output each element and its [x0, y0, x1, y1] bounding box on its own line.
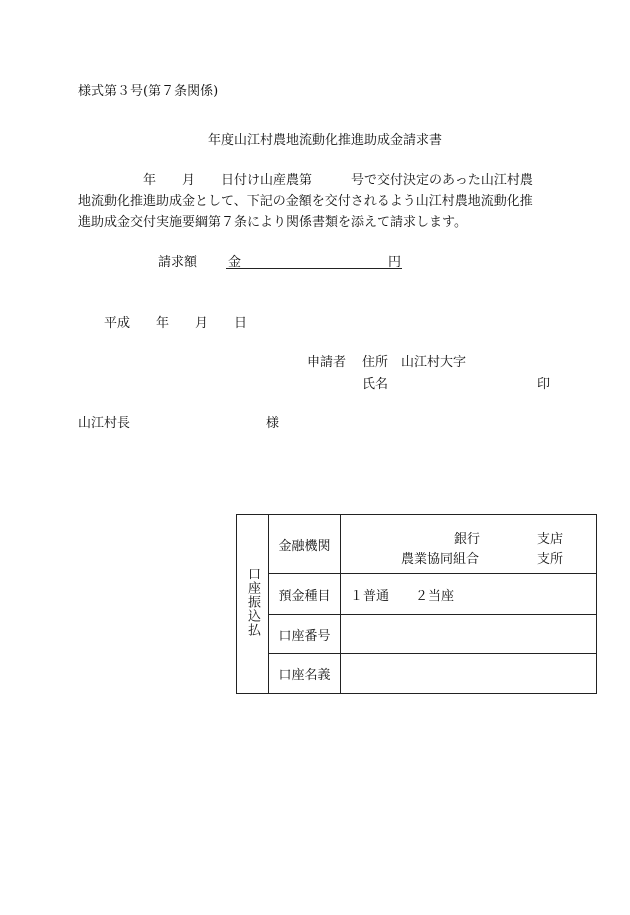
deposit-type-row — [237, 574, 597, 615]
institution-label: 金融機関 — [278, 538, 331, 554]
account-number-label: 口座番号 — [278, 628, 331, 644]
deposit-type-label-cell — [269, 574, 341, 615]
account-number-value-cell[interactable] — [341, 615, 597, 654]
institution-grid — [341, 515, 596, 573]
account-side-cell — [237, 515, 269, 694]
account-name-row — [237, 654, 597, 694]
institution-value-cell[interactable] — [341, 515, 597, 574]
account-number-row — [237, 615, 597, 654]
paragraph-line-3: 進助成金交付実施要綱第７条により関係書類を添えて請求します。 — [78, 215, 467, 230]
amount-underline — [226, 268, 402, 269]
seal-mark: 印 — [537, 377, 551, 392]
coop-label: 農業協同組合 — [401, 552, 480, 567]
institution-label-cell — [269, 515, 341, 574]
branch-label: 支店 — [537, 532, 564, 547]
address-label: 住所 — [362, 355, 389, 370]
account-name-label-cell — [269, 654, 341, 694]
paragraph-line-2: 地流動化推進助成金として、下記の金額を交付されるよう山江村農地流動化推 — [78, 194, 533, 209]
account-number-label-cell — [269, 615, 341, 654]
date-line: 平成 年 月 日 — [104, 316, 248, 331]
bank-label: 銀行 — [454, 532, 481, 547]
account-name-label: 口座名義 — [278, 668, 331, 683]
document-title: 年度山江村農地流動化推進助成金請求書 — [208, 133, 443, 148]
account-transfer-table — [236, 514, 597, 694]
recipient-title: 山江村長 — [78, 416, 131, 431]
recipient-honorific: 様 — [266, 416, 280, 431]
form-number: 様式第３号(第７条関係) — [78, 84, 219, 99]
account-name-value-cell[interactable] — [341, 654, 597, 694]
applicant-label: 申請者 — [307, 355, 347, 370]
office-label: 支所 — [537, 552, 564, 567]
deposit-type-label: 預金種目 — [278, 588, 331, 604]
paragraph-line-1: 年 月 日付け山産農第 号で交付決定のあった山江村農 — [78, 173, 533, 188]
deposit-type-value-cell[interactable] — [341, 574, 597, 615]
deposit-type-options: １普通 ２当座 — [350, 588, 455, 604]
institution-row — [237, 515, 597, 574]
amount-unit: 円 — [388, 255, 402, 270]
account-side-label: 口座振込払 — [245, 567, 260, 637]
address-value: 山江村大字 — [401, 355, 467, 370]
amount-prefix: 金 — [228, 255, 242, 270]
amount-label: 請求額 — [158, 255, 198, 270]
name-label: 氏名 — [362, 377, 389, 392]
